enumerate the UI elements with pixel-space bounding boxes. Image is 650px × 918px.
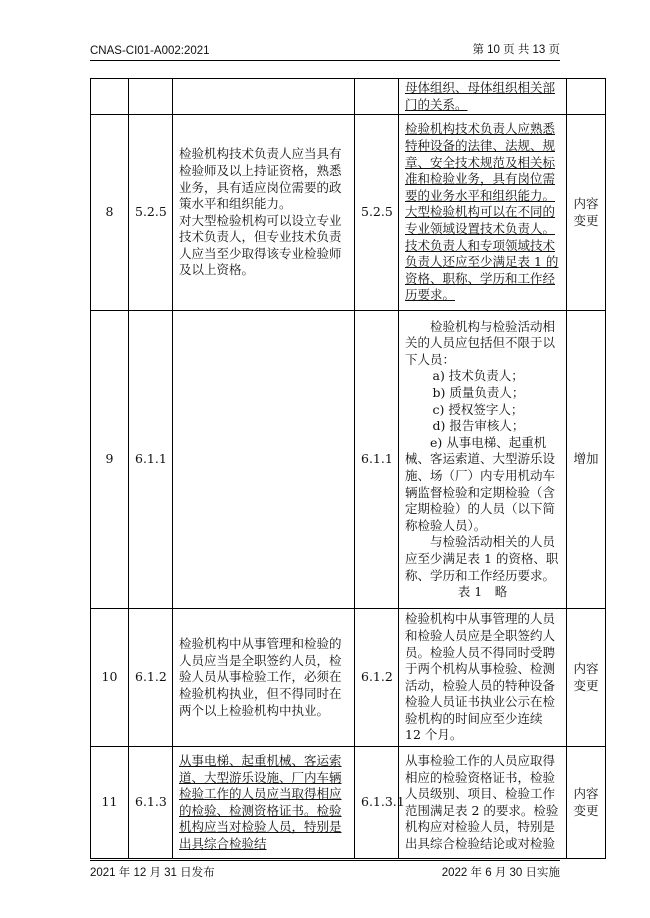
- row-number: 10: [91, 609, 129, 747]
- row-number: 8: [91, 115, 129, 311]
- new-clause: 6.1.3.1: [355, 747, 399, 859]
- list-item: c) 授权签字人；: [432, 401, 524, 417]
- new-clause: 6.1.1: [355, 311, 399, 609]
- table-caption: 表 1 略: [457, 584, 508, 600]
- comparison-table: [90, 78, 606, 859]
- new-text: 大型检验机构可以在不同的专业领域设置技术负责人。: [405, 204, 556, 236]
- old-text: 检验机构中从事管理和检验的人员应当是全职签约人员，检验人员从事检验工作，必须在检验机构执业，但不得同时在两个以上检验机构中执业。: [179, 636, 342, 718]
- table-row: [91, 311, 606, 609]
- list-item: e) 从事电梯、起重机械、客运索道、大型游乐设施、场（厂）内专用机动车辆监督检验和定期检验（含定期检验）的人员（以下简称检验人员）。: [405, 434, 556, 533]
- new-text: 技术负责人和专项领域技术负责人还应至少满足表 1 的资格、职称、学历和工作经历要求。: [405, 237, 559, 303]
- old-clause: 6.1.1: [129, 311, 173, 609]
- table-row: [91, 115, 606, 311]
- page-number: 第 10 页 共 13 页: [472, 44, 560, 56]
- table-row: [91, 747, 606, 859]
- new-clause: 5.2.5: [355, 115, 399, 311]
- page-footer: [90, 860, 560, 881]
- new-text: 母体组织、母体组织相关部门的关系。: [405, 80, 556, 112]
- old-clause: 5.2.5: [129, 115, 173, 311]
- page-header: [90, 40, 560, 61]
- doc-id: CNAS-CI01-A002:2021: [90, 45, 210, 57]
- table-row: [91, 79, 606, 115]
- old-text: 从事电梯、起重机械、客运索道、大型游乐设施、厂内车辆检验工作的人员应当取得相应的检验、检测资格证书。检验机构应当对检验人员，特别是出具综合检验结: [179, 752, 342, 851]
- publish-date: 2021 年 12 月 31 日发布: [90, 867, 215, 879]
- old-text: 对大型检验机构可以设立专业技术负责人，但专业技术负责人应当至少取得该专业检验师及以上资格。: [179, 212, 342, 278]
- old-clause: 6.1.2: [129, 609, 173, 747]
- new-text: 检验机构中从事管理的人员和检验人员应是全职签约人员。检验人员不得同时受聘于两个机构从事检验、检测活动，检验人员的特种设备检验人员证书执业公示在检验机构的时间应至少连续 12 个月。: [405, 611, 556, 743]
- change-type: 内容变更: [567, 609, 606, 747]
- new-text: 从事检验工作的人员应取得相应的检验资格证书，检验人员级别、项目、检验工作范围满足表 2 的要求。检验机构应对检验人员，特别是出具综合检验结论或对检验: [405, 752, 559, 851]
- list-item: b) 质量负责人；: [432, 385, 525, 401]
- effective-date: 2022 年 6 月 30 日实施: [441, 867, 560, 879]
- list-item: a) 技术负责人；: [432, 368, 524, 384]
- row-number: 9: [91, 311, 129, 609]
- change-type: 内容变更: [567, 115, 606, 311]
- change-type: 内容变更: [567, 747, 606, 859]
- list-item: d) 报告审核人；: [432, 418, 525, 434]
- row-number: 11: [91, 747, 129, 859]
- new-clause: 6.1.2: [355, 609, 399, 747]
- old-clause: 6.1.3: [129, 747, 173, 859]
- new-text: 与检验活动相关的人员应至少满足表 1 的资格、职称、学历和工作经历要求。: [405, 534, 559, 583]
- new-text: 检验机构与检验活动相关的人员应包括但不限于以下人员：: [405, 318, 556, 367]
- table-row: [91, 609, 606, 747]
- new-text: 检验机构技术负责人应熟悉特种设备的法律、法规、规章、安全技术规范及相关标准和检验业务，具有岗位需要的业务水平和组织能力。: [405, 121, 556, 203]
- old-text: 检验机构技术负责人应当具有检验师及以上持证资格，熟悉业务，具有适应岗位需要的政策水平和组织能力。: [179, 146, 342, 212]
- change-type: 增加: [567, 311, 606, 609]
